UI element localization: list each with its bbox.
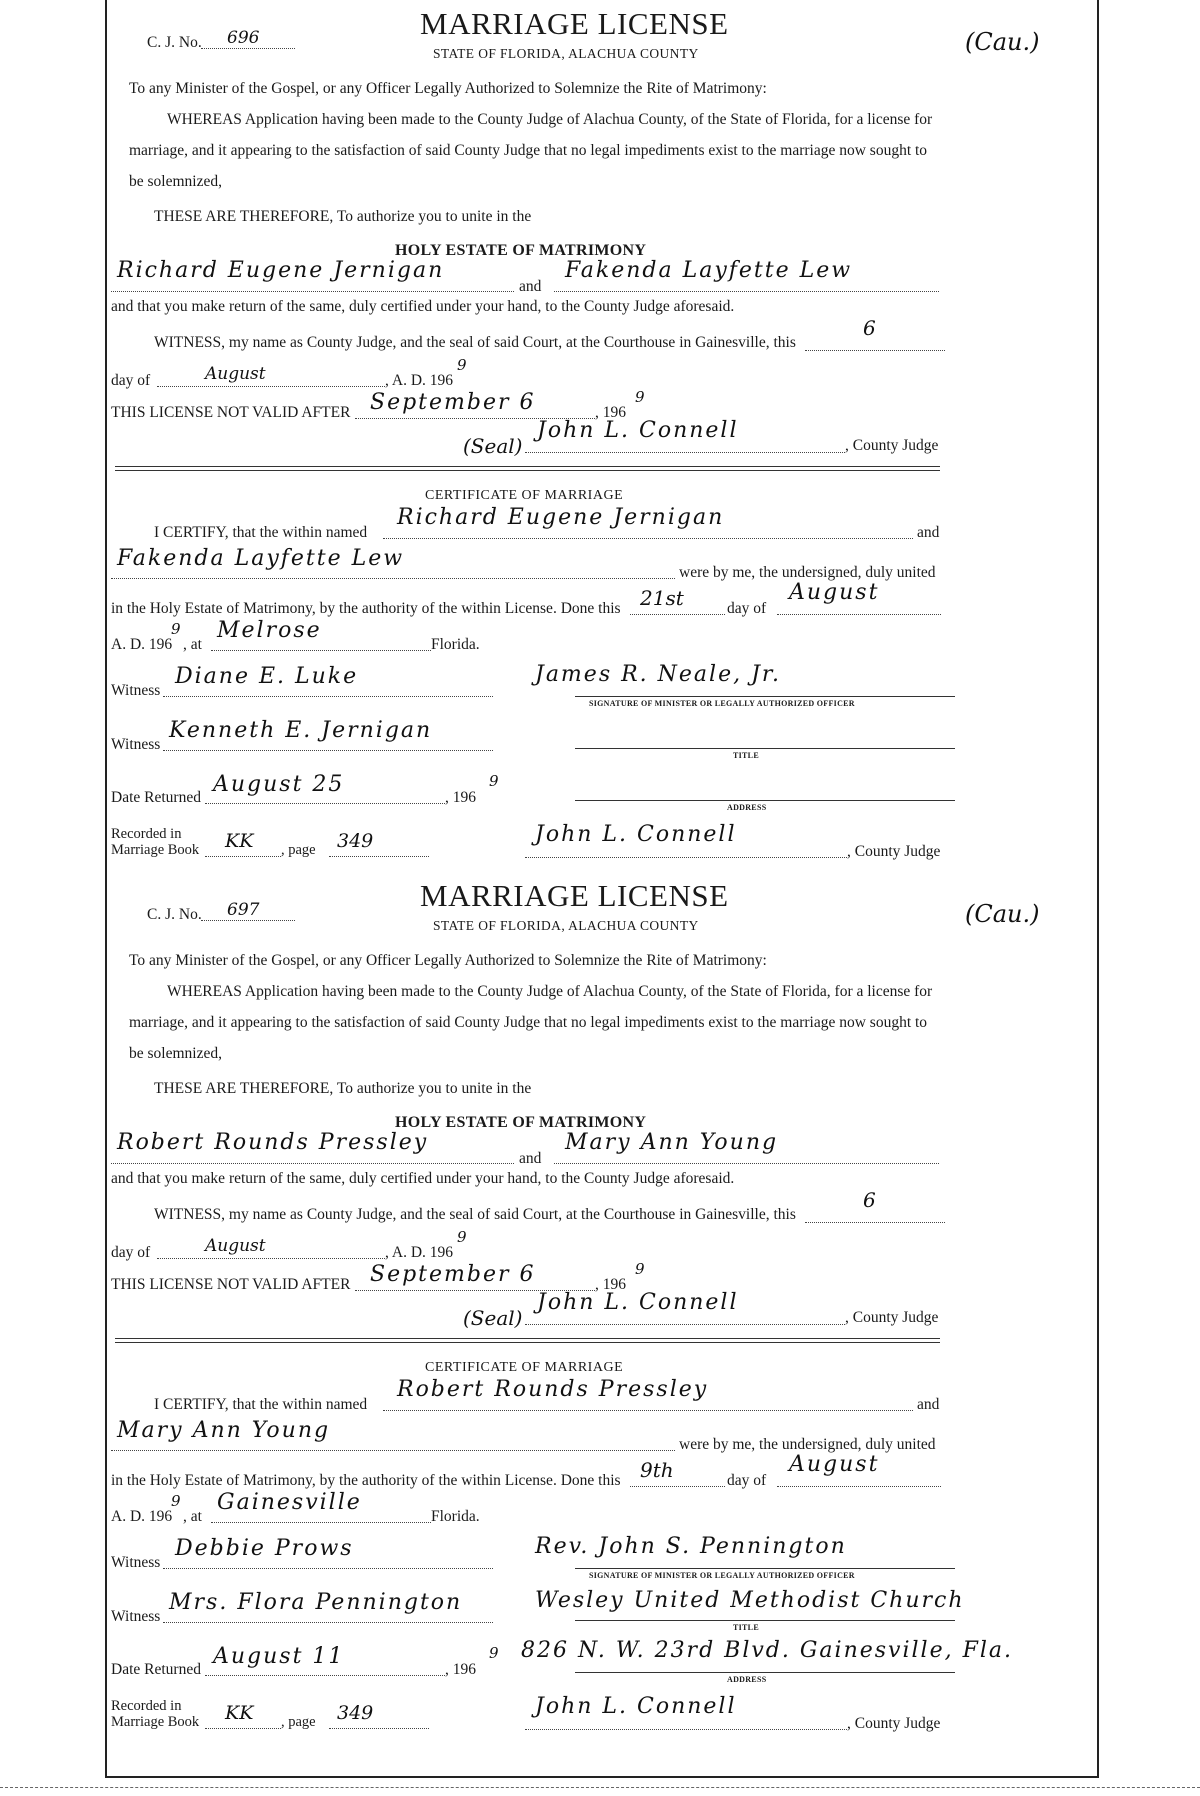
judge2-line: [525, 857, 847, 858]
page-label: , page: [281, 842, 316, 858]
salutation: To any Minister of the Gospel, or any Officer Legally Authorized to Solemnize the Rite of Matrimony:: [129, 80, 767, 97]
cert-bride-name: Fakenda Layfette Lew: [117, 546, 405, 571]
cert-bride-line: [111, 1450, 675, 1451]
separator-rule-2: [115, 1342, 940, 1343]
page-line: [329, 856, 429, 857]
ad2-year: 9: [171, 1492, 181, 1510]
judge-signature: John L. Connell: [537, 1290, 739, 1315]
witness2-signature: Mrs. Flora Pennington: [169, 1590, 463, 1615]
cert-day-of-label: day of: [727, 600, 767, 617]
were-united: were by me, the undersigned, duly united: [679, 564, 936, 581]
witness1-signature: Diane E. Luke: [175, 664, 359, 689]
license-subtitle: STATE OF FLORIDA, ALACHUA COUNTY: [433, 46, 699, 61]
ad2-label: A. D. 196: [111, 636, 173, 653]
issue-month-line: [157, 386, 385, 387]
whereas-line-2: marriage, and it appearing to the satisfaction of said County Judge that no legal impediments exist to the marriage now sought to: [129, 142, 928, 159]
witness1-signature: Debbie Prows: [175, 1536, 354, 1561]
and-word: and: [519, 278, 542, 295]
seal-mark: (Seal): [463, 1306, 523, 1330]
whereas-line-1: WHEREAS Application having been made to the County Judge of Alachua County, of the State of Florida, for a license for: [167, 111, 933, 128]
valid-year-label: , 196: [595, 404, 626, 421]
corner-mark: (Cau.): [965, 28, 1040, 56]
page-label: , page: [281, 1714, 316, 1730]
place-name: Melrose: [217, 618, 322, 643]
date-returned-label: Date Returned: [111, 1661, 201, 1678]
place-line: [211, 650, 431, 651]
ad-label: , A. D. 196: [385, 372, 454, 389]
cj-number-line: [201, 48, 295, 49]
address-caption: ADDRESS: [727, 1675, 767, 1684]
date-returned-line: [205, 1675, 445, 1676]
officer-title: Wesley United Methodist Church: [535, 1588, 965, 1613]
cj-number-line: [201, 920, 295, 921]
book-line: [205, 856, 281, 857]
groom-name: Richard Eugene Jernigan: [117, 258, 445, 283]
returned-year-label: , 196: [445, 789, 476, 806]
and-word: and: [519, 1150, 542, 1167]
recorded-in-label: Recorded in: [111, 1698, 182, 1714]
done-day-line: [630, 1486, 725, 1487]
florida-label: Florida.: [431, 636, 480, 653]
issue-month-line: [157, 1258, 385, 1259]
officer-signature: James R. Neale, Jr.: [535, 662, 781, 687]
corner-mark: (Cau.): [965, 900, 1040, 928]
officer-line: [575, 1568, 955, 1569]
holy-estate-heading: HOLY ESTATE OF MATRIMONY: [395, 242, 647, 259]
issue-day: 6: [863, 316, 876, 340]
bride-line: [554, 1163, 939, 1164]
witness2-line: [163, 750, 493, 751]
cert-groom-line: [383, 538, 913, 539]
page-number: 349: [337, 1702, 374, 1724]
address-line: [575, 800, 955, 801]
done-day: 9th: [640, 1458, 674, 1482]
page-line: [329, 1728, 429, 1729]
cert-day-of-label: day of: [727, 1472, 767, 1489]
holy-estate-line: in the Holy Estate of Matrimony, by the authority of the within License. Done this: [111, 600, 621, 617]
judge-signature-2: John L. Connell: [535, 822, 737, 847]
day-of-label: day of: [111, 372, 151, 389]
witness2-label: Witness: [111, 1608, 161, 1625]
book-line: [205, 1728, 281, 1729]
whereas-line-3: be solemnized,: [129, 173, 222, 190]
returned-year: 9: [489, 772, 499, 790]
day-of-label: day of: [111, 1244, 151, 1261]
holy-estate-line: in the Holy Estate of Matrimony, by the authority of the within License. Done this: [111, 1472, 621, 1489]
groom-line: [111, 1163, 514, 1164]
at-label: , at: [183, 636, 202, 653]
issue-day-line: [805, 1222, 945, 1223]
return-line: and that you make return of the same, duly certified under your hand, to the County Judge aforesaid.: [111, 298, 735, 315]
marriage-book-label: Marriage Book: [111, 1714, 200, 1730]
witness2-label: Witness: [111, 736, 161, 753]
cj-number: 697: [227, 900, 260, 920]
authorize-line: THESE ARE THEREFORE, To authorize you to unite in the: [154, 208, 532, 225]
valid-after-label: THIS LICENSE NOT VALID AFTER: [111, 404, 351, 421]
witness1-line: [163, 696, 493, 697]
returned-year-label: , 196: [445, 1661, 476, 1678]
issue-year: 9: [457, 356, 467, 374]
license-subtitle: STATE OF FLORIDA, ALACHUA COUNTY: [433, 918, 699, 933]
witness1-label: Witness: [111, 1554, 161, 1571]
cj-number: 696: [227, 28, 260, 48]
judge-signature-2: John L. Connell: [535, 1694, 737, 1719]
recorded-in-label: Recorded in: [111, 826, 182, 842]
cert-bride-name: Mary Ann Young: [117, 1418, 331, 1443]
place-name: Gainesville: [217, 1490, 362, 1515]
were-united: were by me, the undersigned, duly united: [679, 1436, 936, 1453]
title-caption: TITLE: [733, 1623, 759, 1632]
done-month-line: [777, 1486, 941, 1487]
valid-year: 9: [635, 388, 645, 406]
valid-after-label: THIS LICENSE NOT VALID AFTER: [111, 1276, 351, 1293]
groom-name: Robert Rounds Pressley: [117, 1130, 429, 1155]
page-number: 349: [337, 830, 374, 852]
license-title: MARRIAGE LICENSE: [420, 878, 729, 913]
officer-address: 826 N. W. 23rd Blvd. Gainesville, Fla.: [521, 1638, 1014, 1663]
separator-rule-2: [115, 470, 940, 471]
bottom-dashed-rule: [0, 1787, 1200, 1788]
title-line: [575, 748, 955, 749]
separator-rule: [115, 1338, 940, 1339]
valid-date: September 6: [370, 390, 536, 415]
license-title: MARRIAGE LICENSE: [420, 6, 729, 41]
issue-month: August: [205, 364, 266, 384]
valid-year-label: , 196: [595, 1276, 626, 1293]
returned-year: 9: [489, 1644, 499, 1662]
at-label: , at: [183, 1508, 202, 1525]
judge-line: [525, 452, 845, 453]
certificate-title: CERTIFICATE OF MARRIAGE: [425, 488, 624, 503]
judge-signature: John L. Connell: [537, 418, 739, 443]
salutation: To any Minister of the Gospel, or any Officer Legally Authorized to Solemnize the Rite of Matrimony:: [129, 952, 767, 969]
authorize-line: THESE ARE THEREFORE, To authorize you to unite in the: [154, 1080, 532, 1097]
whereas-line-2: marriage, and it appearing to the satisfaction of said County Judge that no legal impediments exist to the marriage now sought to: [129, 1014, 928, 1031]
witness2-signature: Kenneth E. Jernigan: [169, 718, 433, 743]
done-month: August: [789, 1452, 880, 1477]
separator-rule: [115, 466, 940, 467]
title-line: [575, 1620, 955, 1621]
judge-line: [525, 1324, 845, 1325]
done-month-line: [777, 614, 941, 615]
officer-signature: Rev. John S. Pennington: [535, 1534, 847, 1559]
certify-label: I CERTIFY, that the within named: [154, 524, 368, 541]
cert-and-word: and: [917, 524, 940, 541]
bride-name: Fakenda Layfette Lew: [565, 258, 853, 283]
issue-day: 6: [863, 1188, 876, 1212]
date-returned-line: [205, 803, 445, 804]
done-day: 21st: [640, 586, 684, 610]
issue-year: 9: [457, 1228, 467, 1246]
ad2-year: 9: [171, 620, 181, 638]
date-returned-label: Date Returned: [111, 789, 201, 806]
cert-groom-line: [383, 1410, 913, 1411]
county-judge-label: , County Judge: [845, 1309, 939, 1326]
whereas-line-1: WHEREAS Application having been made to the County Judge of Alachua County, of the State of Florida, for a license for: [167, 983, 933, 1000]
officer-caption: SIGNATURE OF MINISTER OR LEGALLY AUTHORIZED OFFICER: [589, 1571, 855, 1580]
florida-label: Florida.: [431, 1508, 480, 1525]
certificate-title: CERTIFICATE OF MARRIAGE: [425, 1360, 624, 1375]
witness2-line: [163, 1622, 493, 1623]
valid-year: 9: [635, 1260, 645, 1278]
done-day-line: [630, 614, 725, 615]
witness1-line: [163, 1568, 493, 1569]
witness-line: WITNESS, my name as County Judge, and the seal of said Court, at the Courthouse in Gainesville, this: [154, 1206, 796, 1223]
bride-line: [554, 291, 939, 292]
marriage-book-label: Marriage Book: [111, 842, 200, 858]
cert-bride-line: [111, 578, 675, 579]
groom-line: [111, 291, 514, 292]
holy-estate-heading: HOLY ESTATE OF MATRIMONY: [395, 1114, 647, 1131]
ad2-label: A. D. 196: [111, 1508, 173, 1525]
witness-line: WITNESS, my name as County Judge, and the seal of said Court, at the Courthouse in Gainesville, this: [154, 334, 796, 351]
address-line: [575, 1672, 955, 1673]
done-month: August: [789, 580, 880, 605]
date-returned: August 11: [213, 1644, 345, 1669]
cert-and-word: and: [917, 1396, 940, 1413]
certify-label: I CERTIFY, that the within named: [154, 1396, 368, 1413]
place-line: [211, 1522, 431, 1523]
issue-day-line: [805, 350, 945, 351]
county-judge-label-2: , County Judge: [847, 843, 941, 860]
witness1-label: Witness: [111, 682, 161, 699]
cert-groom-name: Richard Eugene Jernigan: [397, 505, 725, 530]
book-code: KK: [225, 1702, 254, 1724]
cert-groom-name: Robert Rounds Pressley: [397, 1377, 709, 1402]
valid-date: September 6: [370, 1262, 536, 1287]
issue-month: August: [205, 1236, 266, 1256]
date-returned: August 25: [213, 772, 345, 797]
cj-label: C. J. No.: [147, 906, 202, 923]
county-judge-label-2: , County Judge: [847, 1715, 941, 1732]
book-code: KK: [225, 830, 254, 852]
county-judge-label: , County Judge: [845, 437, 939, 454]
judge2-line: [525, 1729, 847, 1730]
bride-name: Mary Ann Young: [565, 1130, 779, 1155]
ad-label: , A. D. 196: [385, 1244, 454, 1261]
return-line: and that you make return of the same, duly certified under your hand, to the County Judge aforesaid.: [111, 1170, 735, 1187]
whereas-line-3: be solemnized,: [129, 1045, 222, 1062]
title-caption: TITLE: [733, 751, 759, 760]
address-caption: ADDRESS: [727, 803, 767, 812]
seal-mark: (Seal): [463, 434, 523, 458]
officer-line: [575, 696, 955, 697]
officer-caption: SIGNATURE OF MINISTER OR LEGALLY AUTHORIZED OFFICER: [589, 699, 855, 708]
cj-label: C. J. No.: [147, 34, 202, 51]
